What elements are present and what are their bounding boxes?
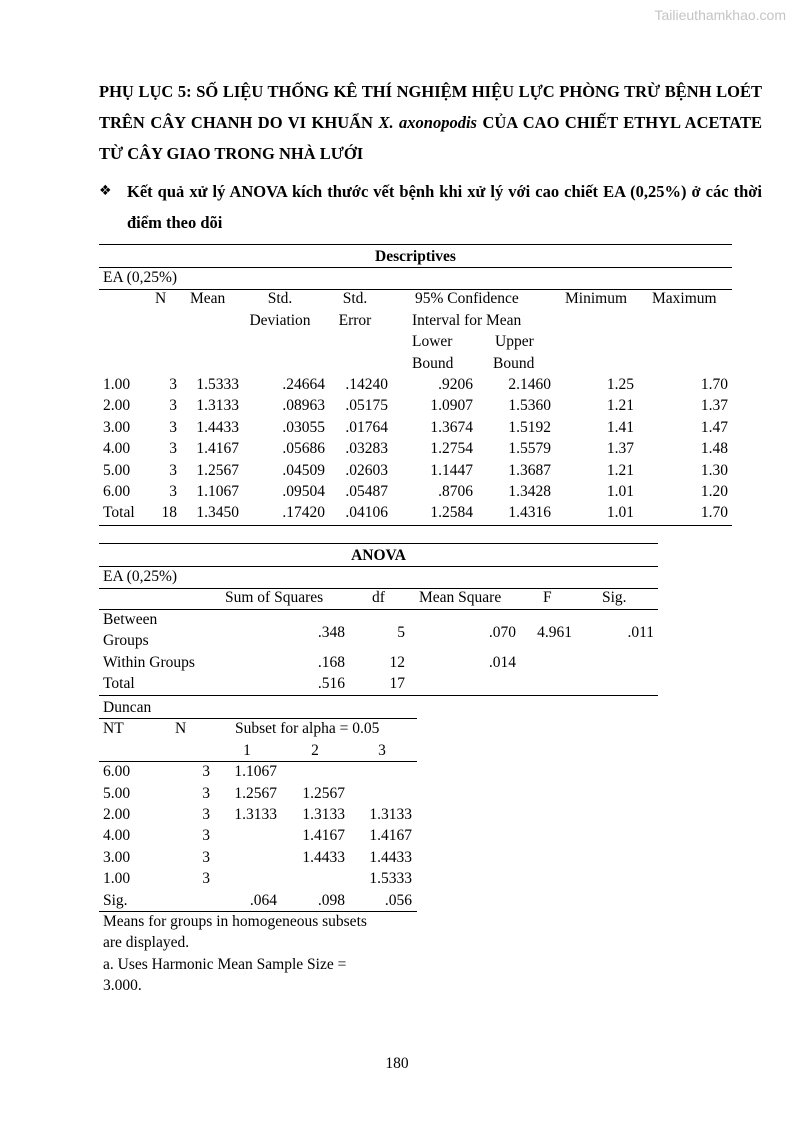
cell-upper: 1.5360 [508,397,551,415]
duncan-sig-label: Sig. [103,891,128,909]
header-lower: Lower [412,333,453,351]
header-std-dev: Std. [267,290,293,308]
header-subset-1: 1 [243,741,251,759]
duncan-sig-3: .056 [384,891,412,909]
duncan-table [99,697,417,996]
cell-min: 1.41 [606,418,634,436]
header-std-dev-2: Deviation [249,311,311,329]
cell-lower: .9206 [438,375,473,393]
cell-s3: 1.4167 [369,827,412,845]
cell-max: 1.47 [700,418,728,436]
table-row [99,374,732,395]
between-groups-label: Between [103,610,158,628]
cell-n: 3 [169,375,177,393]
header-sum-of-squares: Sum of Squares [225,589,324,607]
table-row [99,481,732,502]
header-std-err-2: Error [338,311,372,329]
cell-mean: 1.4167 [196,440,239,458]
cell-n: 3 [202,784,210,802]
cell-sd: .04509 [282,461,325,479]
cell-nt: 5.00 [103,784,131,802]
cell-sd: .24664 [282,375,325,393]
cell-label: 4.00 [103,440,131,458]
watermark: Tailieuthamkhao.com [654,7,786,23]
cell-lower: 1.1447 [430,461,473,479]
cell-se: .02603 [345,461,388,479]
between-ms: .070 [488,624,516,641]
cell-sd: .17420 [282,504,325,522]
cell-label: 1.00 [103,375,131,393]
cell-lower: 1.0907 [430,397,473,415]
table-row [99,847,417,868]
cell-s3: 1.4433 [369,848,412,866]
table-row [99,460,732,481]
cell-n: 3 [169,482,177,500]
cell-n: 3 [202,848,210,866]
table-row [99,395,732,416]
duncan-note-2: are displayed. [103,934,190,952]
cell-label: 5.00 [103,461,131,479]
cell-upper: 1.3687 [508,461,551,479]
cell-se: .14240 [345,375,388,393]
header-upper: Upper [495,333,534,351]
cell-mean: 1.3133 [196,397,239,415]
duncan-note-1: Means for groups in homogeneous subsets [103,912,367,930]
duncan-sig-2: .098 [317,891,345,909]
within-ss: .168 [317,653,345,671]
cell-lower: 1.3674 [430,418,473,436]
cell-s3: 1.5333 [369,870,412,888]
between-ss: .348 [317,624,345,641]
cell-nt: 6.00 [103,763,131,781]
cell-min: 1.37 [606,440,634,458]
bullet-text: Kết quả xử lý ANOVA kích thước vết bệnh khi xử lý với cao chiết EA (0,25%) ở các thời điểm theo dõi [127,182,762,232]
cell-min: 1.25 [606,375,634,393]
cell-n: 3 [202,763,210,781]
title-part-1: PHỤ LỤC 5: SỐ LIỆU THỐNG KÊ THÍ NGHIỆM HIỆU LỰC PHÒNG TRỪ BỆNH LOÉT TRÊN CÂY CHANH DO VI KHUẨN [99,82,762,132]
within-ms: .014 [488,653,516,671]
cell-lower: .8706 [438,482,473,500]
cell-s2: 1.4167 [302,827,345,845]
cell-n: 3 [202,805,210,823]
between-sig: .011 [627,624,654,641]
duncan-note-3: a. Uses Harmonic Mean Sample Size = [103,955,347,973]
cell-se: .05487 [345,482,388,500]
cell-upper: 2.1460 [508,375,551,393]
cell-lower: 1.2584 [430,504,473,522]
cell-max: 1.70 [700,375,728,393]
header-max: Maximum [652,290,717,308]
cell-max: 1.20 [700,482,728,500]
appendix-title [99,76,762,169]
table-row [99,438,732,459]
cell-se: .04106 [345,504,388,522]
header-sig: Sig. [602,589,627,607]
cell-nt: 1.00 [103,870,131,888]
cell-mean: 1.5333 [196,375,239,393]
table-row [99,502,732,523]
cell-n: 3 [169,461,177,479]
cell-label: 3.00 [103,418,131,436]
cell-s1: 1.2567 [234,784,277,802]
table-row [99,868,417,889]
between-groups-label-2: Groups [103,632,149,650]
header-f: F [543,589,552,607]
table-rule [99,525,732,526]
variable-label: EA (0,25%) [103,269,178,286]
cell-s2: 1.2567 [302,784,345,802]
header-ci-2: Interval for Mean [412,311,522,329]
cell-n: 3 [169,418,177,436]
anova-title: ANOVA [351,547,406,564]
cell-upper: 1.5192 [508,418,551,436]
within-groups-label: Within Groups [103,653,195,671]
cell-s3: 1.3133 [369,805,412,823]
table-row [99,761,417,782]
table-row [99,804,417,825]
cell-upper: 1.3428 [508,482,551,500]
header-ci: 95% Confidence [415,290,519,308]
cell-n: 3 [202,870,210,888]
cell-max: 1.70 [700,504,728,522]
table-row [99,825,417,846]
cell-s2: 1.4433 [302,848,345,866]
page-number: 180 [385,1055,409,1072]
total-label: Total [103,674,135,692]
header-min: Minimum [565,290,628,308]
cell-label: 2.00 [103,397,131,415]
cell-s2: 1.3133 [302,805,345,823]
header-subset: Subset for alpha = 0.05 [235,720,380,738]
cell-mean: 1.4433 [196,418,239,436]
cell-mean: 1.3450 [196,504,239,522]
cell-max: 1.30 [700,461,728,479]
title-part-2: CỦA CAO CHIẾT ETHYL ACETATE TỪ CÂY GIAO TRONG NHÀ LƯỚI [99,113,762,163]
descriptives-table [99,244,732,524]
table-row [99,783,417,804]
header-subset-3: 3 [378,741,386,759]
cell-lower: 1.2754 [430,440,473,458]
cell-sd: .09504 [282,482,325,500]
table-row [99,417,732,438]
cell-n: 3 [169,397,177,415]
between-df: 5 [397,624,405,641]
cell-min: 1.01 [606,504,634,522]
cell-label: 6.00 [103,482,131,500]
diamond-bullet-icon: ❖ [99,183,112,199]
cell-upper: 1.4316 [508,504,551,522]
descriptives-title: Descriptives [375,248,456,265]
header-lower-2: Bound [412,354,454,372]
cell-min: 1.01 [606,482,634,500]
header-std-err: Std. [342,290,368,308]
cell-sd: .05686 [282,440,325,458]
cell-mean: 1.1067 [196,482,239,500]
title-species: X. axonopodis [378,113,477,132]
duncan-title: Duncan [103,699,152,716]
total-df: 17 [389,674,405,692]
header-duncan-n: N [175,720,187,738]
cell-n: 3 [202,827,210,845]
header-mean: Mean [190,290,226,308]
between-f: 4.961 [537,624,572,641]
cell-min: 1.21 [606,397,634,415]
header-subset-2: 2 [311,741,319,759]
header-upper-2: Bound [493,354,535,372]
header-n: N [155,290,167,308]
duncan-sig-1: .064 [249,891,277,909]
cell-s1: 1.1067 [234,763,277,781]
cell-nt: 4.00 [103,827,131,845]
cell-se: .05175 [345,397,388,415]
cell-min: 1.21 [606,461,634,479]
header-mean-square: Mean Square [419,589,502,607]
bullet-heading [99,176,762,238]
cell-max: 1.37 [700,397,728,415]
cell-label: Total [103,504,135,522]
cell-mean: 1.2567 [196,461,239,479]
cell-sd: .03055 [282,418,325,436]
cell-sd: .08963 [282,397,325,415]
cell-nt: 3.00 [103,848,131,866]
total-ss: .516 [317,674,345,692]
cell-n: 18 [161,504,177,522]
cell-se: .03283 [345,440,388,458]
header-df: df [372,589,385,607]
header-nt: NT [103,720,124,738]
cell-upper: 1.5579 [508,440,551,458]
cell-s1: 1.3133 [234,805,277,823]
table-rule [99,695,658,696]
cell-max: 1.48 [700,440,728,458]
cell-nt: 2.00 [103,805,131,823]
anova-variable-label: EA (0,25%) [103,568,178,585]
within-df: 12 [389,653,405,671]
cell-n: 3 [169,440,177,458]
duncan-note-4: 3.000. [103,977,142,995]
cell-se: .01764 [345,418,388,436]
anova-table [99,543,658,694]
